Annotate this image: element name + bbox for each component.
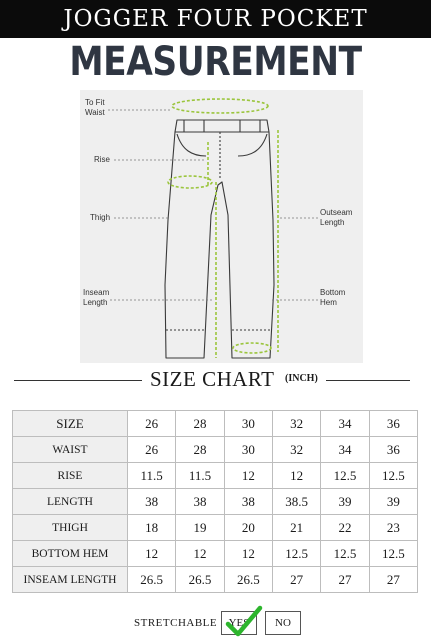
table-header-row <box>13 411 418 437</box>
table-row <box>13 463 418 489</box>
measurement-cell: 38 <box>224 489 272 515</box>
measurement-cell: 36 <box>369 437 417 463</box>
measurement-cell: 12.5 <box>272 541 320 567</box>
measurement-cell: 12.5 <box>369 541 417 567</box>
measurement-cell: 12 <box>272 463 320 489</box>
thigh-guide <box>168 176 212 188</box>
label-to-fit-waist: To Fit Waist <box>85 98 105 117</box>
measurement-cell: 39 <box>321 489 369 515</box>
measurement-cell: 27 <box>321 567 369 593</box>
measurement-cell: 38 <box>176 489 224 515</box>
label-rise: Rise <box>94 155 111 164</box>
row-label: INSEAM LENGTH <box>13 567 128 593</box>
page-title: MEASUREMENT <box>69 39 362 85</box>
banner-title: JOGGER FOUR POCKET <box>63 6 368 32</box>
measurement-cell: 12 <box>176 541 224 567</box>
table-row <box>13 489 418 515</box>
size-chart-title: SIZE CHART <box>150 367 275 391</box>
heading-rule-right <box>326 380 410 381</box>
measurement-cell: 21 <box>272 515 320 541</box>
measurement-cell: 12.5 <box>321 541 369 567</box>
size-chart-heading <box>0 366 431 394</box>
row-label: WAIST <box>13 437 128 463</box>
measurement-cell: 27 <box>272 567 320 593</box>
header-size-cell: 36 <box>369 411 417 437</box>
measurement-cell: 30 <box>224 437 272 463</box>
measurement-cell: 28 <box>176 437 224 463</box>
no-label: NO <box>275 617 291 629</box>
measurement-cell: 39 <box>369 489 417 515</box>
measurement-diagram <box>80 90 363 363</box>
header-size-cell: 26 <box>128 411 176 437</box>
measurement-guides <box>168 99 278 358</box>
header-size-cell: 34 <box>321 411 369 437</box>
table-row <box>13 437 418 463</box>
measurement-cell: 26.5 <box>128 567 176 593</box>
measurement-cell: 26.5 <box>176 567 224 593</box>
measurement-cell: 26 <box>128 437 176 463</box>
pants-outline <box>165 120 274 358</box>
heading-rule-left <box>14 380 142 381</box>
header-size-cell: 30 <box>224 411 272 437</box>
measurement-cell: 12 <box>128 541 176 567</box>
label-outseam-length: Outseam Length <box>320 208 353 227</box>
measurement-cell: 12 <box>224 463 272 489</box>
measurement-cell: 18 <box>128 515 176 541</box>
measurement-cell: 11.5 <box>176 463 224 489</box>
table-row <box>13 541 418 567</box>
header-size-label: SIZE <box>13 411 128 437</box>
waistband-shape <box>175 120 269 132</box>
waist-guide <box>172 99 268 113</box>
size-table <box>12 410 418 593</box>
label-thigh: Thigh <box>90 213 111 222</box>
measurement-cell: 12.5 <box>321 463 369 489</box>
row-label: THIGH <box>13 515 128 541</box>
bottom-hem-guide <box>233 343 271 353</box>
left-pocket-shape <box>177 134 206 156</box>
measurement-cell: 32 <box>272 437 320 463</box>
measurement-cell: 38.5 <box>272 489 320 515</box>
header-size-cell: 32 <box>272 411 320 437</box>
stretchable-label: STRETCHABLE <box>134 617 218 629</box>
row-label: LENGTH <box>13 489 128 515</box>
measurement-cell: 38 <box>128 489 176 515</box>
measurement-cell: 12.5 <box>369 463 417 489</box>
stretchable-no-option[interactable] <box>265 611 301 635</box>
belt-loops <box>184 120 260 132</box>
measurement-cell: 27 <box>369 567 417 593</box>
row-label: RISE <box>13 463 128 489</box>
measurement-cell: 26.5 <box>224 567 272 593</box>
table-row <box>13 515 418 541</box>
measurement-cell: 12 <box>224 541 272 567</box>
top-banner <box>0 0 431 38</box>
row-label: BOTTOM HEM <box>13 541 128 567</box>
yes-label: YES <box>228 617 250 629</box>
table-row <box>13 567 418 593</box>
label-bottom-hem: Bottom Hem <box>320 288 346 307</box>
measurement-cell: 23 <box>369 515 417 541</box>
header-size-cell: 28 <box>176 411 224 437</box>
right-pocket-shape <box>238 134 267 156</box>
measurement-cell: 11.5 <box>128 463 176 489</box>
stretchable-section <box>0 608 431 638</box>
label-inseam-length: Inseam Length <box>83 288 110 307</box>
check-mark-icon <box>224 604 264 638</box>
measurement-cell: 19 <box>176 515 224 541</box>
measurement-cell: 34 <box>321 437 369 463</box>
measurement-cell: 20 <box>224 515 272 541</box>
size-chart-unit: (INCH) <box>285 373 318 384</box>
measurement-cell: 22 <box>321 515 369 541</box>
